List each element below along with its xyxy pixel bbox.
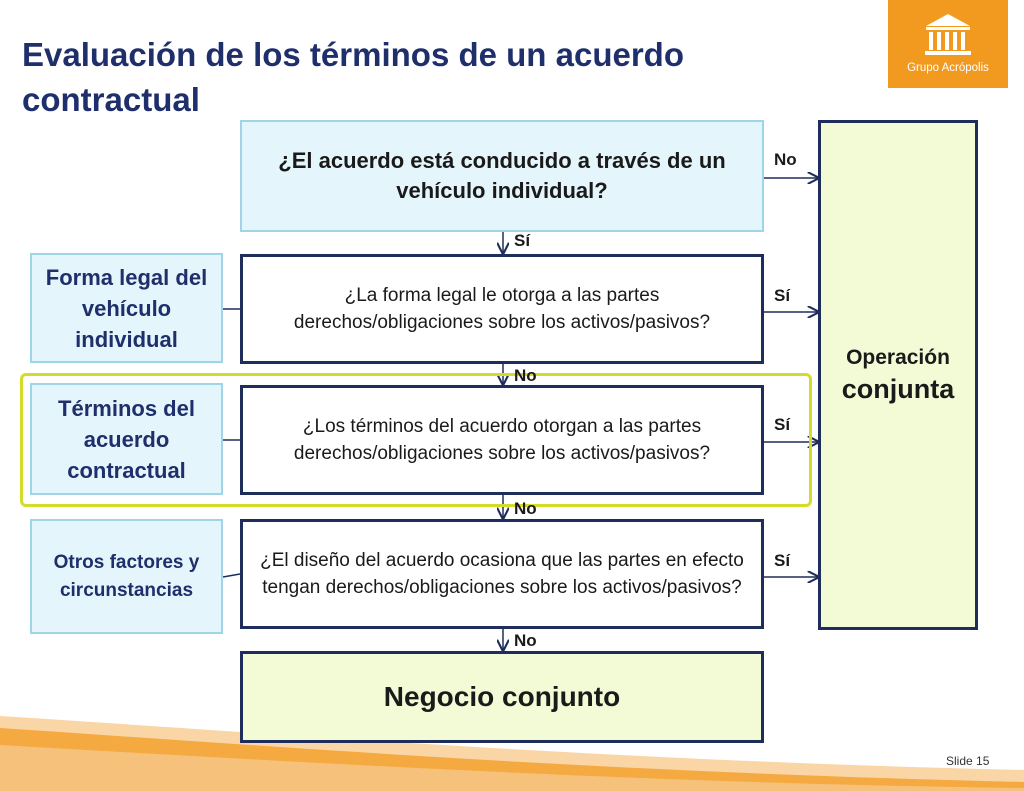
edge-label-q2-right: Sí xyxy=(774,286,791,305)
side-label-contract-terms: Términos del acuerdo contractual xyxy=(30,383,223,495)
question-other-factors: ¿El diseño del acuerdo ocasiona que las partes en efecto tengan derechos/obligaciones sobre los activos/pasivos? xyxy=(240,519,764,629)
edge-label-q4-down: No xyxy=(514,631,537,650)
joint-operation-line1: Operación xyxy=(846,345,950,369)
edge-label-q4-right: Sí xyxy=(774,551,791,570)
edge-label-q3-down: No xyxy=(514,499,537,518)
slide-number: Slide 15 xyxy=(946,754,990,768)
question-vehicle: ¿El acuerdo está conducido a través de un vehículo individual? xyxy=(240,120,764,232)
outcome-joint-venture: Negocio conjunto xyxy=(240,651,764,743)
edge-label-q2-down: No xyxy=(514,366,537,385)
side-label-other-factors: Otros factores y circunstancias xyxy=(30,519,223,634)
outcome-joint-operation xyxy=(818,120,978,630)
question-legal-form: ¿La forma legal le otorga a las partes derechos/obligaciones sobre los activos/pasivos? xyxy=(240,254,764,364)
edge-label-q3-right: Sí xyxy=(774,415,791,434)
edge-label-q1-down: Sí xyxy=(514,231,531,250)
page-title: Evaluación de los términos de un acuerdo contractual xyxy=(22,36,684,118)
question-contract-terms: ¿Los términos del acuerdo otorgan a las partes derechos/obligaciones sobre los activos/pasivos? xyxy=(240,385,764,495)
side-label-legal-form: Forma legal del vehículo individual xyxy=(30,253,223,363)
edge-label-q1-right: No xyxy=(774,150,797,169)
link-side3 xyxy=(223,574,240,577)
logo-text: Grupo Acrópolis xyxy=(907,62,989,74)
joint-operation-line2: conjunta xyxy=(841,373,955,404)
